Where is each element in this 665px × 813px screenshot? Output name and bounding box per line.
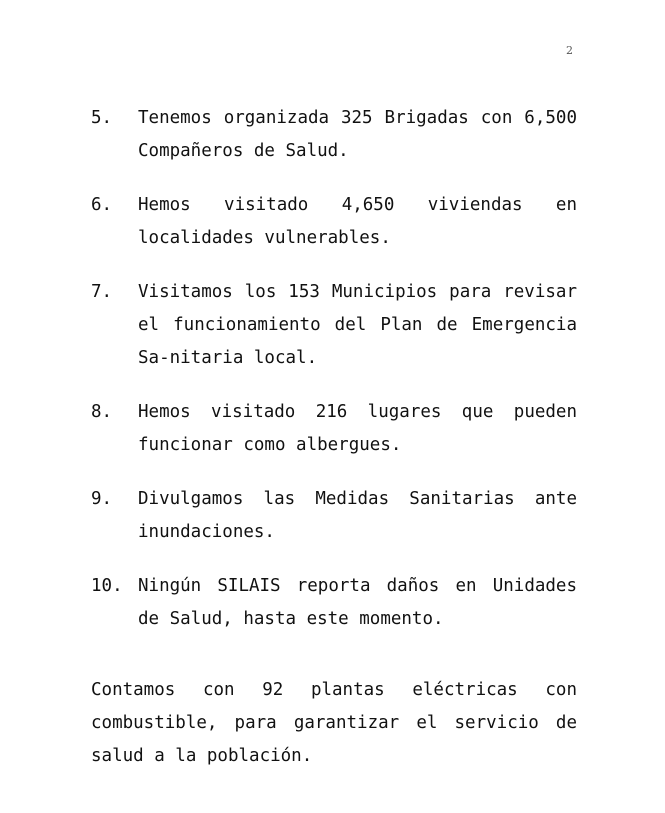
list-item [91, 570, 577, 636]
list-item-number: 9. [91, 489, 113, 509]
list-item [91, 396, 577, 462]
numbered-list [91, 102, 577, 657]
list-item-text: Visitamos los 153 Municipios para revisar el funcionamiento del Plan de Emergencia Sa-nitaria local. [138, 282, 577, 368]
list-item-text: Hemos visitado 4,650 viviendas en localidades vulnerables. [138, 195, 577, 248]
list-item-text: Divulgamos las Medidas Sanitarias ante inundaciones. [138, 489, 577, 542]
list-item [91, 483, 577, 549]
list-item-text: Tenemos organizada 325 Brigadas con 6,500 Compañeros de Salud. [138, 108, 577, 161]
closing-paragraph: Contamos con 92 plantas eléctricas con combustible, para garantizar el servicio de salud a la población. [91, 679, 577, 766]
list-item [91, 189, 577, 255]
page-number: 2 [566, 44, 573, 57]
list-item [91, 102, 577, 168]
list-item-number: 5. [91, 108, 113, 128]
list-item [91, 276, 577, 375]
list-item-number: 8. [91, 402, 113, 422]
list-item-number: 10. [91, 576, 123, 596]
list-item-text: Ningún SILAIS reporta daños en Unidades de Salud, hasta este momento. [138, 576, 577, 629]
list-item-number: 6. [91, 195, 113, 215]
list-item-text: Hemos visitado 216 lugares que pueden funcionar como albergues. [138, 402, 577, 455]
list-item-number: 7. [91, 282, 113, 302]
